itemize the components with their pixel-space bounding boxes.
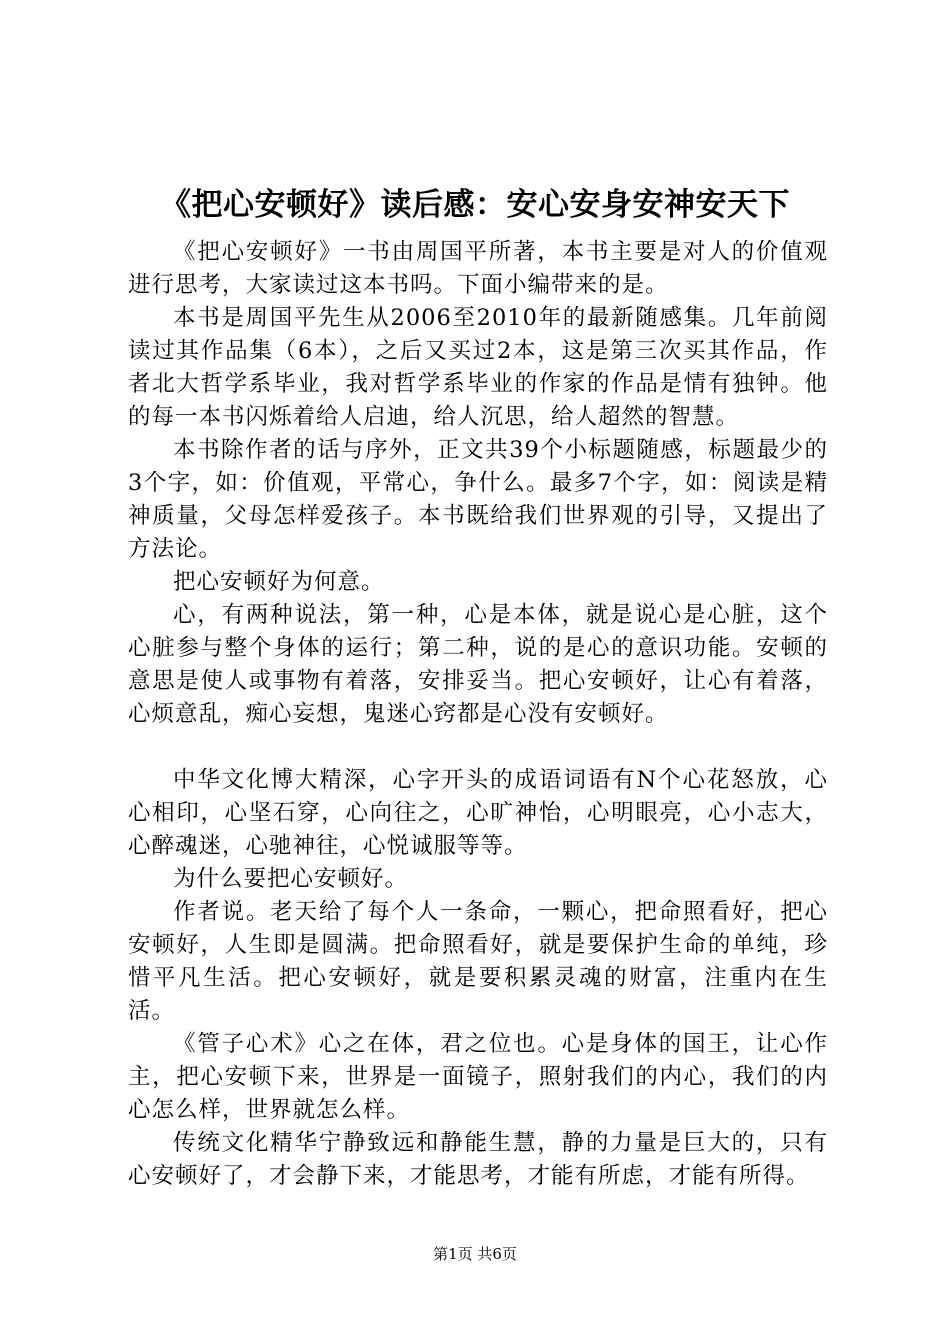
paragraph-book-structure: 本书除作者的话与序外，正文共39个小标题随感，标题最少的3个字，如：价值观，平常心，争什么。最多7个字，如：阅读是精神质量，父母怎样爱孩子。本书既给我们世界观的引导，又提出了方法论。 xyxy=(128,437,828,562)
paragraph-author-view: 作者说。老天给了每个人一条命，一颗心，把命照看好，把心安顿好，人生即是圆满。把命照看好，就是要保护生命的单纯，珍惜平凡生活。把心安顿好，就是要积累灵魂的财富，注重内在生活。 xyxy=(128,899,828,1024)
document-title: 《把心安顿好》读后感：安心安身安神安天下 xyxy=(160,187,790,223)
paragraph-tranquility: 传统文化精华宁静致远和静能生慧，静的力量是巨大的，只有心安顿好了，才会静下来，才能思考，才能有所虑，才能有所得。 xyxy=(128,1130,828,1189)
document-body xyxy=(128,236,828,1193)
paragraph-intro: 《把心安顿好》一书由周国平所著，本书主要是对人的价值观进行思考，大家读过这本书吗。下面小编带来的是。 xyxy=(128,239,828,298)
paragraph-idioms: 中华文化博大精深，心字开头的成语词语有N个心花怒放，心心相印，心坚石穿，心向往之，心旷神怡，心明眼亮，心小志大，心醉魂迷，心驰神往，心悦诚服等等。 xyxy=(128,767,828,859)
paragraph-spacer xyxy=(128,731,828,764)
paragraph-question-why: 为什么要把心安顿好。 xyxy=(173,866,409,892)
paragraph-guanzi: 《管子心术》心之在体，君之位也。心是身体的国王，让心作主，把心安顿下来，世界是一面镜子，照射我们的内心，我们的内心怎么样，世界就怎么样。 xyxy=(128,1031,828,1123)
paragraph-question-meaning: 把心安顿好为何意。 xyxy=(173,569,385,595)
page-number-footer: 第1页 共6页 xyxy=(433,1245,517,1263)
paragraph-book-background: 本书是周国平先生从2006至2010年的最新随感集。几年前阅读过其作品集（6本），之后又买过2本，这是第三次买其作品，作者北大哲学系毕业，我对哲学系毕业的作家的作品是情有独钟。他的每一本书闪烁着给人启迪，给人沉思，给人超然的智慧。 xyxy=(128,305,828,430)
paragraph-heart-definition: 心，有两种说法，第一种，心是本体，就是说心是心脏，这个心脏参与整个身体的运行；第二种，说的是心的意识功能。安顿的意思是使人或事物有着落，安排妥当。把心安顿好，让心有着落，心烦意乱，痴心妄想，鬼迷心窍都是心没有安顿好。 xyxy=(128,602,828,727)
